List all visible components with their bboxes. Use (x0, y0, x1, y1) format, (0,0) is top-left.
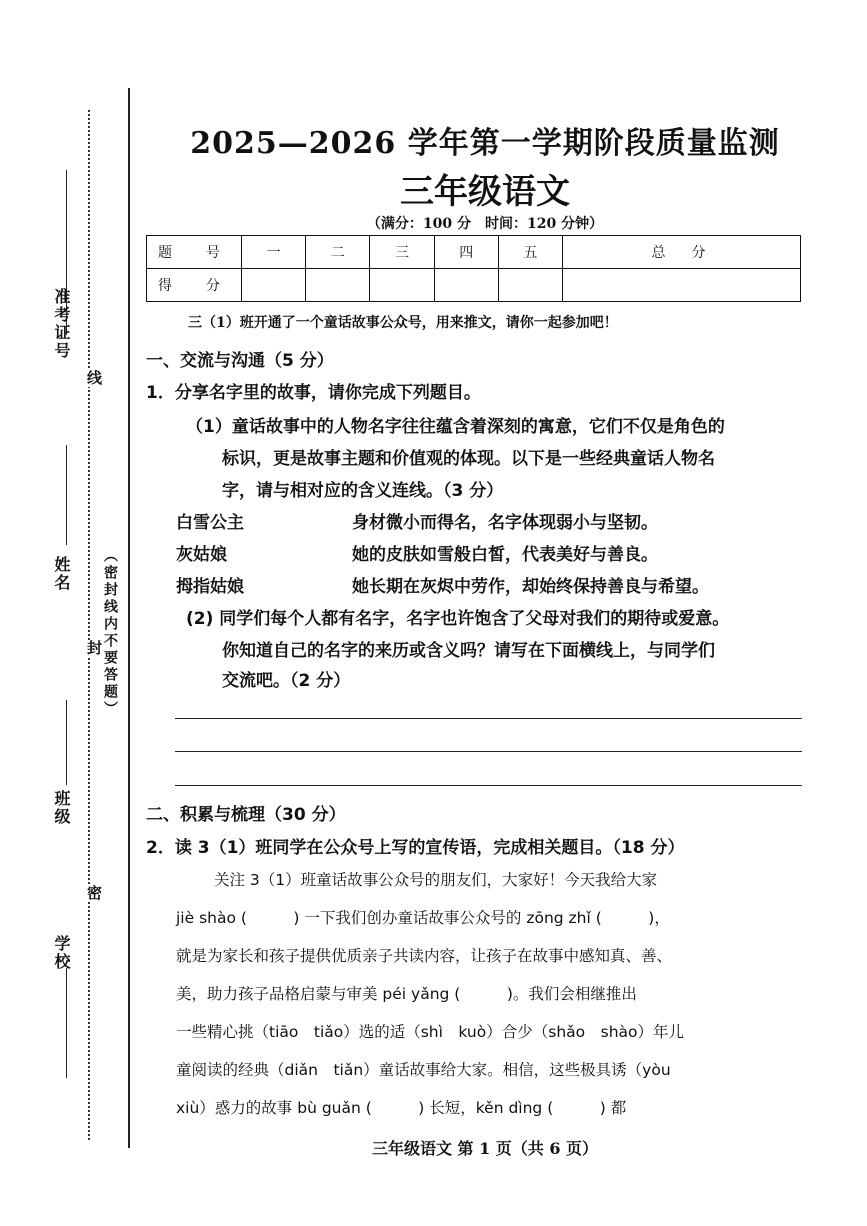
score-cell[interactable] (370, 269, 434, 302)
score-table-header-row (147, 236, 801, 269)
passage-line-7[interactable]: xiù）惑力的故事 bù guǎn ( ) 长短，kěn dìng ( ) 都 (176, 1099, 627, 1117)
score-table (146, 235, 801, 302)
score-cell[interactable] (434, 269, 498, 302)
question-1: 1．分享名字里的故事，请你完成下列题目。 (146, 383, 481, 403)
secret-mark: 密 (85, 885, 103, 902)
score-col-4: 四 (434, 236, 498, 269)
score-col-2: 二 (306, 236, 370, 269)
question-2: 2．读 3（1）班同学在公众号上写的宣传语，完成相关题目。（18 分） (146, 838, 685, 858)
name-label: 姓名 (52, 556, 71, 592)
school-label: 学校 (52, 935, 71, 971)
match-left-1[interactable]: 白雪公主 (176, 513, 244, 533)
question-1-2-line1: (2) 同学们每个人都有名字，名字也许饱含了父母对我们的期待或爱意。 (186, 609, 730, 629)
passage-line-6[interactable]: 童阅读的经典（diǎn tiǎn）童话故事给大家。相信，这些极具诱（yòu (176, 1061, 671, 1079)
question-1-2-line3: 交流吧。（2 分） (222, 671, 351, 691)
binding-dotted-line (88, 110, 90, 1140)
page-footer: 三年级语文 第 1 页（共 6 页） (371, 1139, 599, 1158)
binding-border-line (128, 88, 130, 1148)
name-rule (66, 445, 67, 545)
match-left-3[interactable]: 拇指姑娘 (176, 577, 244, 597)
score-cell[interactable] (242, 269, 306, 302)
section2-heading: 二、积累与梳理（30 分） (146, 805, 346, 825)
score-row-label: 得 分 (147, 269, 242, 302)
question-1-2-line2: 你知道自己的名字的来历或含义吗？请写在下面横线上，与同学们 (222, 641, 715, 661)
passage-line-3: 就是为家长和孩子提供优质亲子共读内容，让孩子在故事中感知真、善、 (176, 947, 673, 965)
seal-mark: 封 (85, 640, 103, 657)
intro-text: 三（1）班开通了一个童话故事公众号，用来推文，请你一起参加吧！ (188, 315, 618, 331)
seal-note: （密封线内不要答题） (102, 548, 118, 718)
question-1-1-line1: （1）童话故事中的人物名字往往蕴含着深刻的寓意，它们不仅是角色的 (186, 417, 725, 437)
match-right-1[interactable]: 身材微小而得名，名字体现弱小与坚韧。 (352, 513, 658, 533)
score-cell[interactable] (498, 269, 562, 302)
class-label: 班级 (52, 790, 71, 826)
passage-line-4[interactable]: 美，助力孩子品格启蒙与审美 péi yǎng ( )。我们会相继推出 (176, 985, 637, 1003)
score-col-total: 总 分 (563, 236, 801, 269)
passage-line-2[interactable]: jiè shào ( ) 一下我们创办童话故事公众号的 zōng zhǐ ( )， (176, 909, 670, 927)
exam-title: 2025—2026 学年第一学期阶段质量监测 (190, 126, 780, 161)
score-cell[interactable] (306, 269, 370, 302)
answer-line[interactable] (175, 785, 802, 786)
exam-subtitle: 三年级语文 (400, 172, 570, 212)
score-row-label: 题 号 (147, 236, 242, 269)
section1-heading: 一、交流与沟通（5 分） (146, 351, 334, 371)
match-right-2[interactable]: 她的皮肤如雪般白皙，代表美好与善良。 (352, 545, 658, 565)
exam-meta: （满分：100 分 时间：120 分钟） (366, 216, 604, 232)
passage-line-1: 关注 3（1）班童话故事公众号的朋友们，大家好！今天我给大家 (214, 871, 658, 889)
match-left-2[interactable]: 灰姑娘 (176, 545, 227, 565)
score-col-3: 三 (370, 236, 434, 269)
question-1-1-line3: 字，请与相对应的含义连线。（3 分） (222, 481, 504, 501)
score-cell[interactable] (563, 269, 801, 302)
score-table-score-row (147, 269, 801, 302)
exam-no-label: 准考证号 (52, 288, 71, 360)
question-1-1-line2: 标识，更是故事主题和价值观的体现。以下是一些经典童话人物名 (222, 449, 715, 469)
answer-line[interactable] (175, 718, 802, 719)
line-mark: 线 (85, 370, 103, 387)
match-right-3[interactable]: 她长期在灰烬中劳作，却始终保持善良与希望。 (352, 577, 709, 597)
passage-line-5[interactable]: 一些精心挑（tiāo tiǎo）选的适（shì kuò）合少（shǎo shào）年儿 (176, 1023, 685, 1041)
answer-line[interactable] (175, 751, 802, 752)
class-rule (66, 700, 67, 785)
school-rule (66, 968, 67, 1078)
score-col-5: 五 (498, 236, 562, 269)
score-col-1: 一 (242, 236, 306, 269)
